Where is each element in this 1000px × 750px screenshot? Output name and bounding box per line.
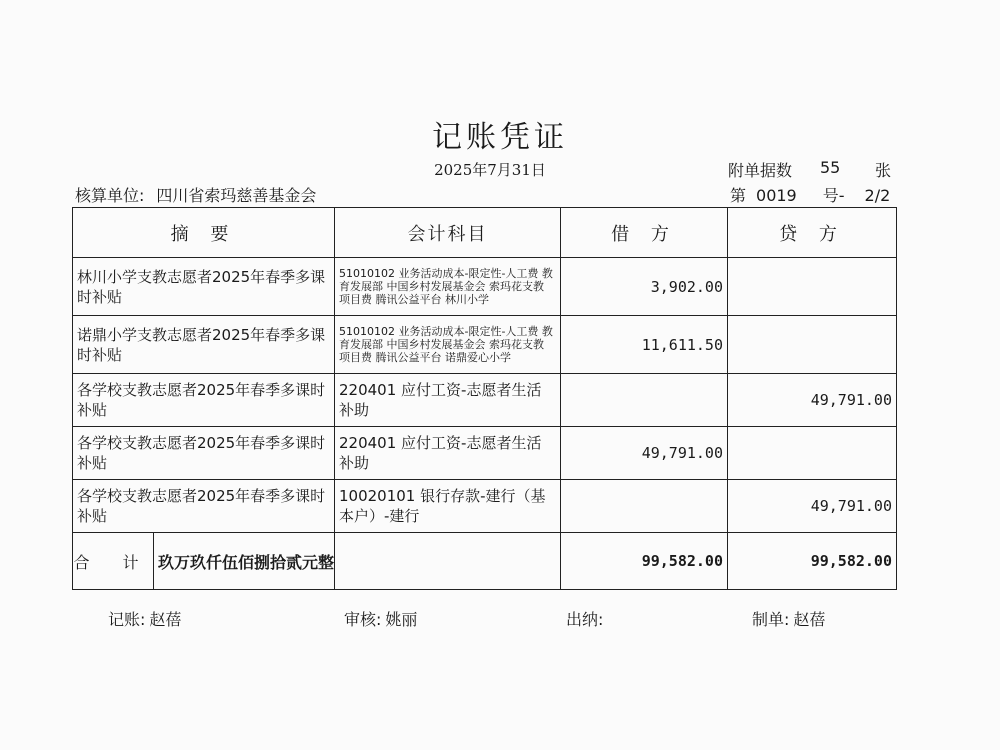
row-summary: 诺鼎小学支教志愿者2025年春季多课时补贴 xyxy=(73,316,335,374)
voucher-date: 2025年7月31日 xyxy=(434,161,546,179)
voucher-number xyxy=(730,183,900,206)
row-credit: 49,791.00 xyxy=(728,480,897,533)
voucher-page: 2/2 xyxy=(864,186,891,205)
row-account: 51010102 业务活动成本-限定性-人工费 教育发展部 中国乡村发展基金会 索玛花支教 项目费 腾讯公益平台 林川小学 xyxy=(335,258,561,316)
voucher-no: 0019 xyxy=(756,186,797,205)
row-account: 10020101 银行存款-建行（基本户）-建行 xyxy=(335,480,561,533)
attachments-info xyxy=(728,158,892,181)
voucher-prefix: 第 xyxy=(730,186,747,205)
voucher-table xyxy=(72,207,897,590)
row-summary: 林川小学支教志愿者2025年春季多课时补贴 xyxy=(73,258,335,316)
accounting-unit-value: 四川省索玛慈善基金会 xyxy=(156,186,317,205)
signature-preparer xyxy=(752,607,825,630)
attachments-label: 附单据数 xyxy=(728,161,793,180)
row-account: 220401 应付工资-志愿者生活补助 xyxy=(335,374,561,427)
total-credit: 99,582.00 xyxy=(728,533,897,590)
accounting-unit xyxy=(75,183,316,206)
total-cell xyxy=(73,533,335,590)
signature-cashier xyxy=(566,607,607,630)
reviewer-label: 审核: xyxy=(344,610,382,629)
attachments-unit: 张 xyxy=(875,161,892,180)
total-debit: 99,582.00 xyxy=(561,533,728,590)
total-row xyxy=(73,533,897,590)
row-summary: 各学校支教志愿者2025年春季多课时补贴 xyxy=(73,480,335,533)
accounting-unit-label: 核算单位: xyxy=(75,186,145,205)
bookkeeper-label: 记账: xyxy=(108,610,146,629)
row-summary: 各学校支教志愿者2025年春季多课时补贴 xyxy=(73,374,335,427)
row-credit xyxy=(728,316,897,374)
table-header xyxy=(73,208,897,258)
col-debit: 借 方 xyxy=(561,208,728,258)
row-account: 220401 应付工资-志愿者生活补助 xyxy=(335,427,561,480)
row-credit xyxy=(728,258,897,316)
preparer-label: 制单: xyxy=(752,610,790,629)
row-debit xyxy=(561,480,728,533)
row-debit: 49,791.00 xyxy=(561,427,728,480)
row-debit xyxy=(561,374,728,427)
voucher-suffix: 号- xyxy=(822,186,845,205)
reviewer-name: 姚丽 xyxy=(385,610,418,629)
signature-reviewer xyxy=(344,607,417,630)
bookkeeper-name: 赵蓓 xyxy=(149,610,182,629)
col-credit: 贷 方 xyxy=(728,208,897,258)
row-credit xyxy=(728,427,897,480)
row-credit: 49,791.00 xyxy=(728,374,897,427)
total-label: 合 计 xyxy=(73,533,154,589)
table-row xyxy=(73,427,897,480)
col-account: 会计科目 xyxy=(335,208,561,258)
row-summary: 各学校支教志愿者2025年春季多课时补贴 xyxy=(73,427,335,480)
preparer-name: 赵蓓 xyxy=(793,610,826,629)
row-debit: 3,902.00 xyxy=(561,258,728,316)
row-account: 51010102 业务活动成本-限定性-人工费 教育发展部 中国乡村发展基金会 索玛花支教 项目费 腾讯公益平台 诺鼎爱心小学 xyxy=(335,316,561,374)
attachments-count: 55 xyxy=(820,158,841,177)
page-title: 记账凭证 xyxy=(432,120,568,155)
total-amount-words: 玖万玖仟伍佰捌拾贰元整 xyxy=(157,552,334,572)
row-debit: 11,611.50 xyxy=(561,316,728,374)
col-summary: 摘 要 xyxy=(73,208,335,258)
table-row xyxy=(73,374,897,427)
cashier-label: 出纳: xyxy=(566,610,604,629)
total-blank xyxy=(335,533,561,590)
table-row xyxy=(73,480,897,533)
signature-bookkeeper xyxy=(108,607,181,630)
table-row xyxy=(73,258,897,316)
table-row xyxy=(73,316,897,374)
